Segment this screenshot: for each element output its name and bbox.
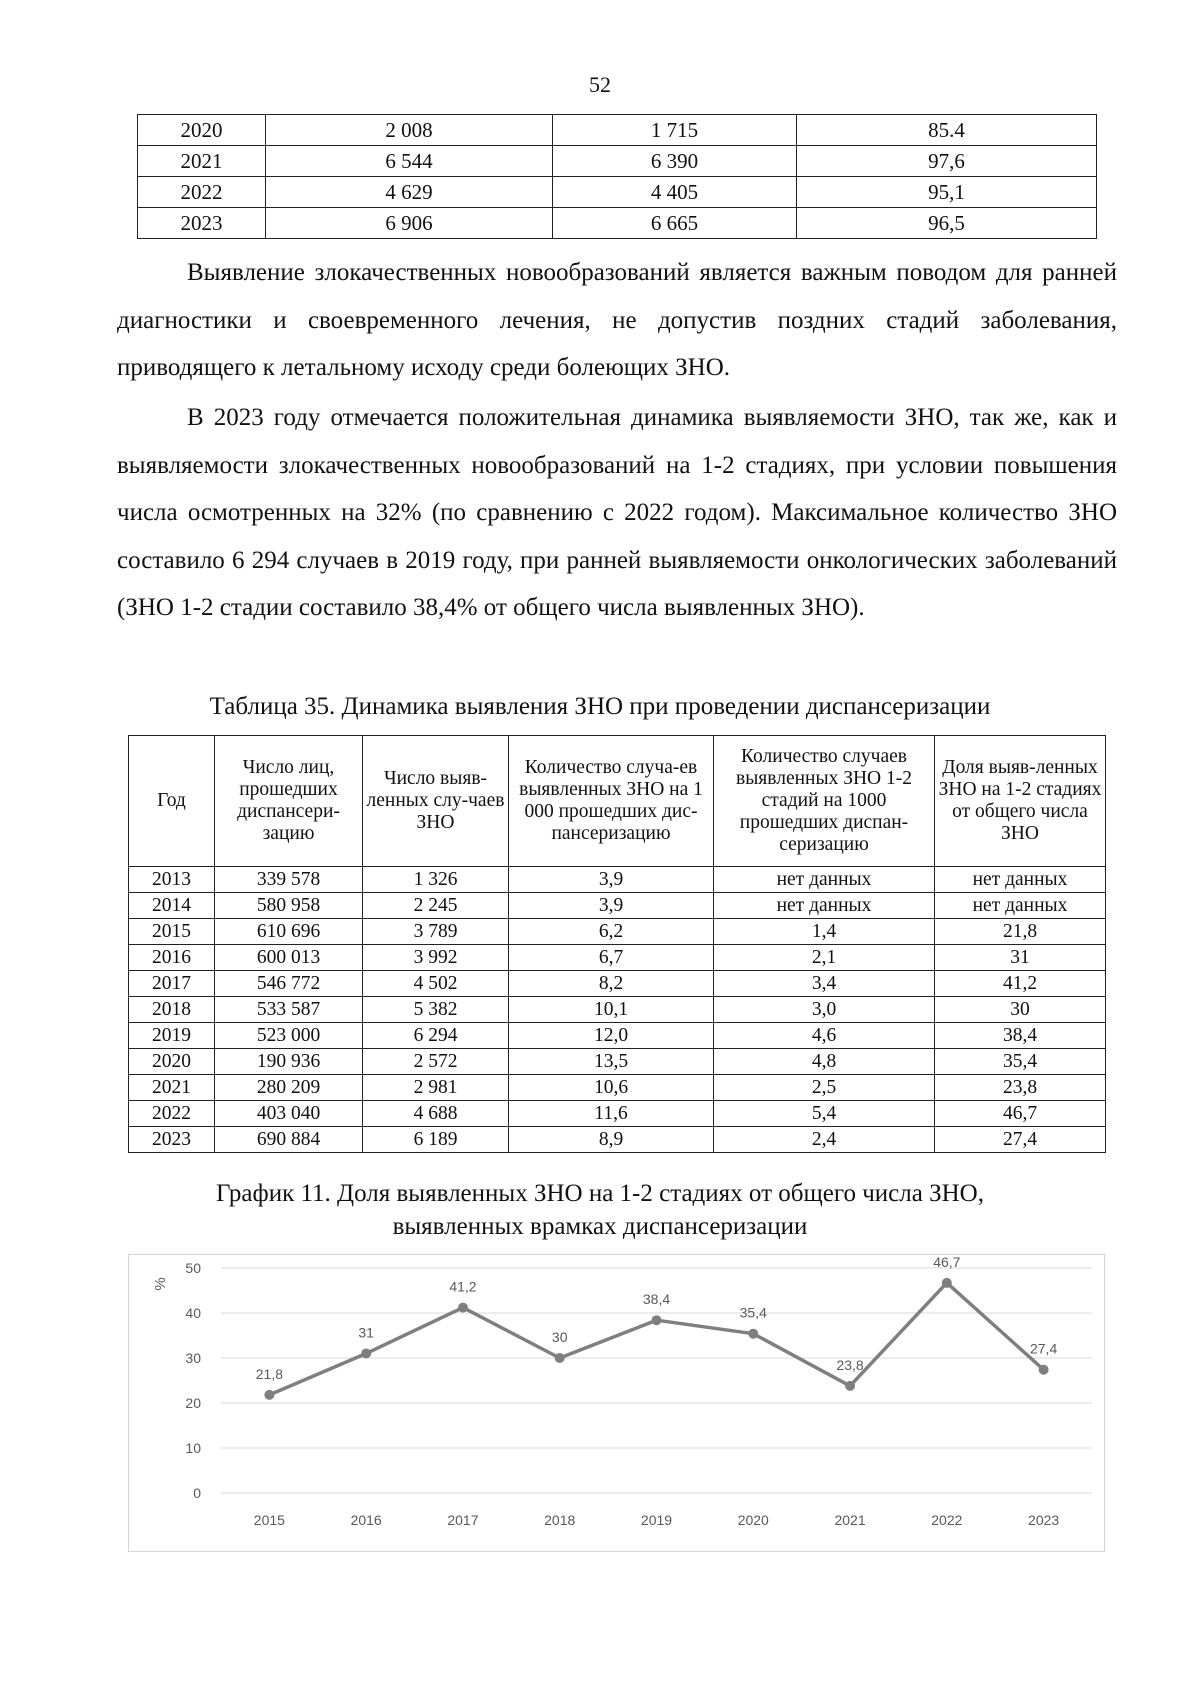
body-paragraph — [117, 394, 1117, 632]
table-cell: 403 040 — [215, 1101, 363, 1127]
table-cell: 27,4 — [935, 1127, 1106, 1153]
continued-table — [137, 114, 1097, 239]
table-cell: 4,8 — [714, 1049, 935, 1075]
data-point — [264, 1390, 274, 1400]
table-cell: 8,9 — [509, 1127, 714, 1153]
table-cell: 600 013 — [215, 945, 363, 971]
table-cell: 10,6 — [509, 1075, 714, 1101]
table-cell: 3,9 — [509, 867, 714, 893]
table-cell: 2014 — [129, 893, 215, 919]
table-cell: 2 008 — [266, 115, 553, 146]
table-cell: 6 189 — [363, 1127, 509, 1153]
table-row — [129, 1101, 1106, 1127]
y-axis-label: % — [152, 1277, 169, 1291]
table-cell: 690 884 — [215, 1127, 363, 1153]
table-cell: 3 992 — [363, 945, 509, 971]
table-cell: 6 665 — [553, 208, 797, 239]
table-cell: 4 405 — [553, 177, 797, 208]
y-tick-label: 30 — [185, 1350, 201, 1366]
table-cell: 4,6 — [714, 1023, 935, 1049]
y-tick-label: 40 — [185, 1305, 201, 1321]
data-label: 23,8 — [836, 1356, 864, 1373]
table-cell: 23,8 — [935, 1075, 1106, 1101]
table-cell: 3,9 — [509, 893, 714, 919]
table-row — [129, 919, 1106, 945]
data-point — [1039, 1365, 1049, 1375]
table-cell: 95,1 — [797, 177, 1097, 208]
table-cell: 38,4 — [935, 1023, 1106, 1049]
table-cell: 1 715 — [553, 115, 797, 146]
table-cell: нет данных — [714, 893, 935, 919]
table-cell: 2020 — [129, 1049, 215, 1075]
data-label: 30 — [551, 1329, 568, 1345]
table-cell: 610 696 — [215, 919, 363, 945]
table-cell: 2022 — [138, 177, 266, 208]
table-cell: 41,2 — [935, 971, 1106, 997]
data-point — [361, 1349, 371, 1359]
body-paragraph — [117, 249, 1117, 392]
table-cell: 6 906 — [266, 208, 553, 239]
data-label: 38,4 — [642, 1291, 671, 1308]
table-cell: 2023 — [129, 1127, 215, 1153]
data-point — [555, 1353, 565, 1363]
table-header-row — [129, 736, 1106, 867]
table-cell: 11,6 — [509, 1101, 714, 1127]
table-cell: 10,1 — [509, 997, 714, 1023]
column-header: Количество случа-ев выявленных ЗНО на 1 000 прошедших дис-пансеризацию — [509, 736, 714, 867]
column-header: Год — [129, 736, 215, 867]
table-cell: 2,1 — [714, 945, 935, 971]
table-cell: нет данных — [714, 867, 935, 893]
table-cell: 1,4 — [714, 919, 935, 945]
x-tick-label: 2017 — [447, 1512, 479, 1528]
paragraph-text: В 2023 году отмечается положительная динамика выявляемости ЗНО, так же, как и выявляемости злокачественных новообразований на 1-2 стадиях, при условии повышения числа осмотренных на 32% (по сравнению с 2022 годом). Максимальное количество ЗНО составило 6 294 случаев в 2019 году, при ранней выявляемости онкологических заболеваний (ЗНО 1-2 стадии составило 38,4% от общего числа выявленных ЗНО). — [117, 404, 1117, 621]
table-cell: 35,4 — [935, 1049, 1106, 1075]
x-tick-label: 2022 — [931, 1512, 963, 1528]
table-cell: 8,2 — [509, 971, 714, 997]
table-cell: 6 294 — [363, 1023, 509, 1049]
table-row — [129, 1075, 1106, 1101]
table-cell: 6,2 — [509, 919, 714, 945]
table-cell: 5,4 — [714, 1101, 935, 1127]
data-label: 21,8 — [255, 1365, 284, 1382]
table-cell: 96,5 — [797, 208, 1097, 239]
table-cell: 3,0 — [714, 997, 935, 1023]
table-row — [138, 177, 1097, 208]
table-cell: 97,6 — [797, 146, 1097, 177]
data-point — [748, 1329, 758, 1339]
column-header: Число лиц, прошедших диспансери-зацию — [215, 736, 363, 867]
table-caption: Таблица 35. Динамика выявления ЗНО при проведении диспансеризации — [209, 693, 991, 720]
table-cell: 2022 — [129, 1101, 215, 1127]
table-row — [129, 945, 1106, 971]
table-cell: 2 981 — [363, 1075, 509, 1101]
table-cell: 2021 — [138, 146, 266, 177]
table-cell: 546 772 — [215, 971, 363, 997]
chart-caption-line: выявленных врамках диспансеризации — [392, 1213, 808, 1240]
table-cell: 30 — [935, 997, 1106, 1023]
table-cell: 2 245 — [363, 893, 509, 919]
table-cell: 2020 — [138, 115, 266, 146]
table-cell: 339 578 — [215, 867, 363, 893]
table-row — [129, 1023, 1106, 1049]
table-cell: 1 326 — [363, 867, 509, 893]
table-cell: 2,4 — [714, 1127, 935, 1153]
line-chart — [128, 1254, 1105, 1552]
table-row — [129, 1049, 1106, 1075]
page-number: 52 — [589, 72, 611, 97]
data-point — [845, 1381, 855, 1391]
x-tick-label: 2015 — [253, 1512, 285, 1528]
table-cell: 6 544 — [266, 146, 553, 177]
table-cell: 12,0 — [509, 1023, 714, 1049]
table-cell: 4 502 — [363, 971, 509, 997]
table-row — [129, 971, 1106, 997]
table-cell: 6,7 — [509, 945, 714, 971]
table-cell: 2023 — [138, 208, 266, 239]
table-cell: 13,5 — [509, 1049, 714, 1075]
table-cell: 2015 — [129, 919, 215, 945]
table-cell: 2 572 — [363, 1049, 509, 1075]
table-cell: 85.4 — [797, 115, 1097, 146]
table-cell: 2018 — [129, 997, 215, 1023]
table-cell: 46,7 — [935, 1101, 1106, 1127]
data-label: 35,4 — [739, 1304, 767, 1321]
table-cell: 280 209 — [215, 1075, 363, 1101]
x-tick-label: 2023 — [1028, 1512, 1060, 1528]
table-cell: 2019 — [129, 1023, 215, 1049]
table-cell: 4 629 — [266, 177, 553, 208]
y-tick-label: 20 — [185, 1395, 201, 1411]
table-cell: 2021 — [129, 1075, 215, 1101]
x-tick-label: 2016 — [350, 1512, 382, 1528]
column-header: Количество случаев выявленных ЗНО 1-2 стадий на 1000 прошедших диспан-серизацию — [714, 736, 935, 867]
table-row — [129, 997, 1106, 1023]
data-point — [652, 1315, 662, 1325]
table-row — [129, 867, 1106, 893]
data-point — [458, 1303, 468, 1313]
table-cell: 523 000 — [215, 1023, 363, 1049]
column-header: Доля выяв-ленных ЗНО на 1-2 стадиях от общего числа ЗНО — [935, 736, 1106, 867]
table-body — [129, 867, 1106, 1153]
table-cell: нет данных — [935, 893, 1106, 919]
chart-caption — [0, 1177, 1200, 1243]
table-cell: 31 — [935, 945, 1106, 971]
table-cell: 2016 — [129, 945, 215, 971]
table-cell: 3 789 — [363, 919, 509, 945]
table-row — [129, 1127, 1106, 1153]
table-row — [138, 208, 1097, 239]
table-cell: 21,8 — [935, 919, 1106, 945]
column-header: Число выяв-ленных слу-чаев ЗНО — [363, 736, 509, 867]
data-label: 41,2 — [449, 1278, 477, 1295]
table-cell: 190 936 — [215, 1049, 363, 1075]
table-cell: 2,5 — [714, 1075, 935, 1101]
x-tick-label: 2019 — [640, 1512, 673, 1528]
table-row — [129, 893, 1106, 919]
y-tick-label: 10 — [185, 1440, 201, 1456]
table-cell: 2017 — [129, 971, 215, 997]
table-cell: 4 688 — [363, 1101, 509, 1127]
paragraph-text: Выявление злокачественных новообразований является важным поводом для ранней диагностики и своевременного лечения, не допустив поздних стадий заболевания, приводящего к летальному исходу среди болеющих ЗНО. — [117, 259, 1117, 381]
table-cell: 6 390 — [553, 146, 797, 177]
table-cell: 3,4 — [714, 971, 935, 997]
table-row — [138, 146, 1097, 177]
x-tick-label: 2020 — [737, 1512, 769, 1528]
table-cell: нет данных — [935, 867, 1106, 893]
table-cell: 580 958 — [215, 893, 363, 919]
table-cell: 2013 — [129, 867, 215, 893]
table-cell: 533 587 — [215, 997, 363, 1023]
data-point — [942, 1278, 952, 1288]
chart-caption-line: График 11. Доля выявленных ЗНО на 1-2 стадиях от общего числа ЗНО, — [216, 1180, 984, 1207]
table-cell: 5 382 — [363, 997, 509, 1023]
y-tick-label: 50 — [185, 1260, 201, 1276]
screening-table — [128, 735, 1106, 1153]
data-label: 27,4 — [1029, 1340, 1058, 1357]
y-tick-label: 0 — [193, 1485, 201, 1501]
x-tick-label: 2018 — [544, 1512, 576, 1528]
table-row — [138, 115, 1097, 146]
data-label: 31 — [358, 1324, 374, 1341]
data-label: 46,7 — [933, 1255, 961, 1270]
chart-canvas — [129, 1255, 1104, 1551]
x-tick-label: 2021 — [834, 1512, 866, 1528]
